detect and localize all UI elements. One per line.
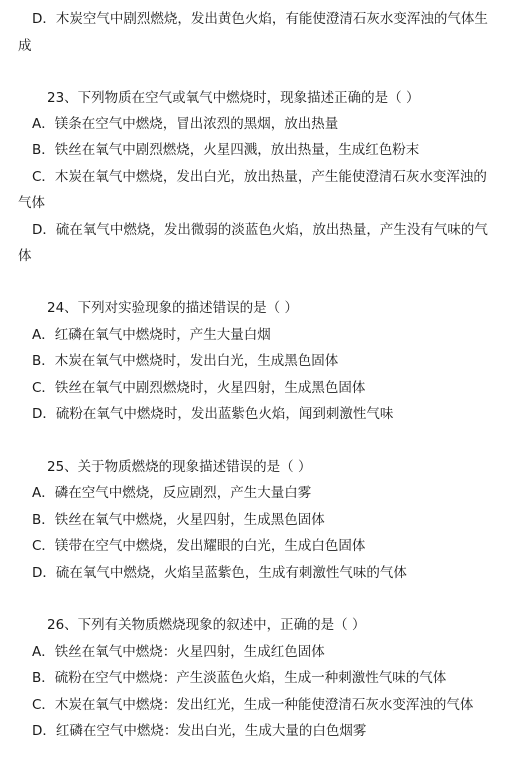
q24-option-a: A．红磷在氧气中燃烧时，产生大量白烟 xyxy=(32,327,271,343)
q26-option-b: B．硫粉在空气中燃烧：产生淡蓝色火焰，生成一种刺激性气味的气体 xyxy=(32,670,447,686)
q25-option-d: D．硫在氧气中燃烧，火焰呈蓝紫色，生成有刺激性气味的气体 xyxy=(32,565,407,581)
question-24: 24、下列对实验现象的描述错误的是（ ） xyxy=(47,300,298,316)
q23-option-c-continued: 气体 xyxy=(18,195,45,211)
q26-option-d: D．红磷在空气中燃烧：发出白光，生成大量的白色烟雾 xyxy=(32,723,367,739)
q22-option-d: D．木炭空气中剧烈燃烧，发出黄色火焰，有能使澄清石灰水变浑浊的气体生 xyxy=(32,11,488,27)
q23-option-a: A．镁条在空气中燃烧，冒出浓烈的黑烟，放出热量 xyxy=(32,116,339,132)
q26-option-c: C．木炭在氧气中燃烧：发出红光，生成一种能使澄清石灰水变浑浊的气体 xyxy=(32,697,474,713)
q25-option-b: B．铁丝在氧气中燃烧，火星四射，生成黑色固体 xyxy=(32,512,325,528)
q23-option-d: D．硫在氧气中燃烧，发出微弱的淡蓝色火焰，放出热量，产生没有气味的气 xyxy=(32,222,488,238)
q25-option-a: A．磷在空气中燃烧，反应剧烈，产生大量白雾 xyxy=(32,485,312,501)
q23-option-d-continued: 体 xyxy=(18,248,32,264)
q24-option-c: C．铁丝在氧气中剧烈燃烧时，火星四射，生成黑色固体 xyxy=(32,380,366,396)
q22-option-d-continued: 成 xyxy=(18,38,32,54)
question-25: 25、关于物质燃烧的现象描述错误的是（ ） xyxy=(47,459,312,475)
q25-option-c: C．镁带在空气中燃烧，发出耀眼的白光，生成白色固体 xyxy=(32,538,366,554)
q23-option-b: B．铁丝在氧气中剧烈燃烧，火星四溅，放出热量，生成红色粉末 xyxy=(32,142,420,158)
q26-option-a: A．铁丝在氧气中燃烧：火星四射，生成红色固体 xyxy=(32,644,325,660)
question-23: 23、下列物质在空气或氧气中燃烧时，现象描述正确的是（ ） xyxy=(47,90,420,106)
q24-option-b: B．木炭在氧气中燃烧时，发出白光，生成黑色固体 xyxy=(32,353,339,369)
question-26: 26、下列有关物质燃烧现象的叙述中，正确的是（ ） xyxy=(47,617,366,633)
q23-option-c: C．木炭在氧气中燃烧，发出白光，放出热量，产生能使澄清石灰水变浑浊的 xyxy=(32,169,487,185)
q24-option-d: D．硫粉在氧气中燃烧时，发出蓝紫色火焰，闻到刺激性气味 xyxy=(32,406,394,422)
